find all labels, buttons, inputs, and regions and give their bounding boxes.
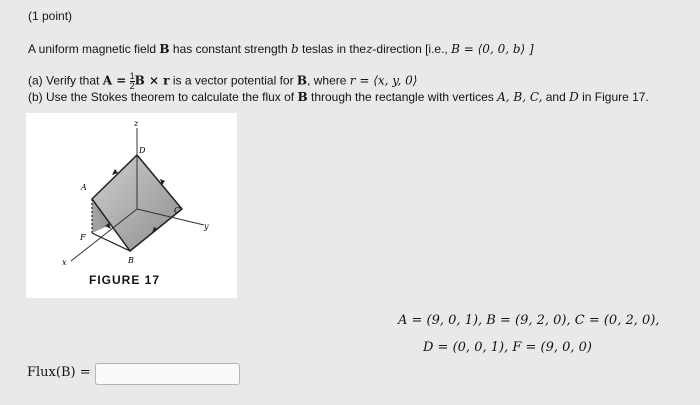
label-a: A xyxy=(81,183,87,192)
flux-answer-input[interactable] xyxy=(95,363,240,385)
points-label: (1 point) xyxy=(28,9,73,23)
label-b: B xyxy=(128,256,134,265)
figure-caption: FIGURE 17 xyxy=(89,273,161,287)
label-f: F xyxy=(80,233,86,242)
points-line-2: D = (0, 0, 1), F = (9, 0, 0) xyxy=(423,340,592,355)
label-y: y xyxy=(204,222,209,231)
label-c: C xyxy=(174,206,181,215)
one-half-fraction: $\frac{1}{2}$ xyxy=(129,71,135,91)
label-z: z xyxy=(134,119,139,128)
points-line-1: A = (9, 0, 1), B = (9, 2, 0), C = (0, 2, 0), xyxy=(398,313,660,328)
part-a: (a) Verify that A = $\frac{1}{2}$ B × r is a vector potential for B, where r = ⟨x, y, 0⟩ xyxy=(28,71,418,91)
flux-label: Flux(B) = xyxy=(27,365,91,380)
problem-intro: A uniform magnetic field B has constant strength b teslas in thez-direction [i.e., B = ⟨0, 0, b⟩ ] xyxy=(28,42,534,56)
label-d: D xyxy=(139,146,146,155)
part-b: (b) Use the Stokes theorem to calculate the flux of B through the rectangle with vertices A, B, C, and D in Figure 17. xyxy=(28,90,649,104)
label-x: x xyxy=(62,258,67,267)
figure-17-diagram xyxy=(26,113,237,298)
figure-17-panel xyxy=(26,113,237,298)
